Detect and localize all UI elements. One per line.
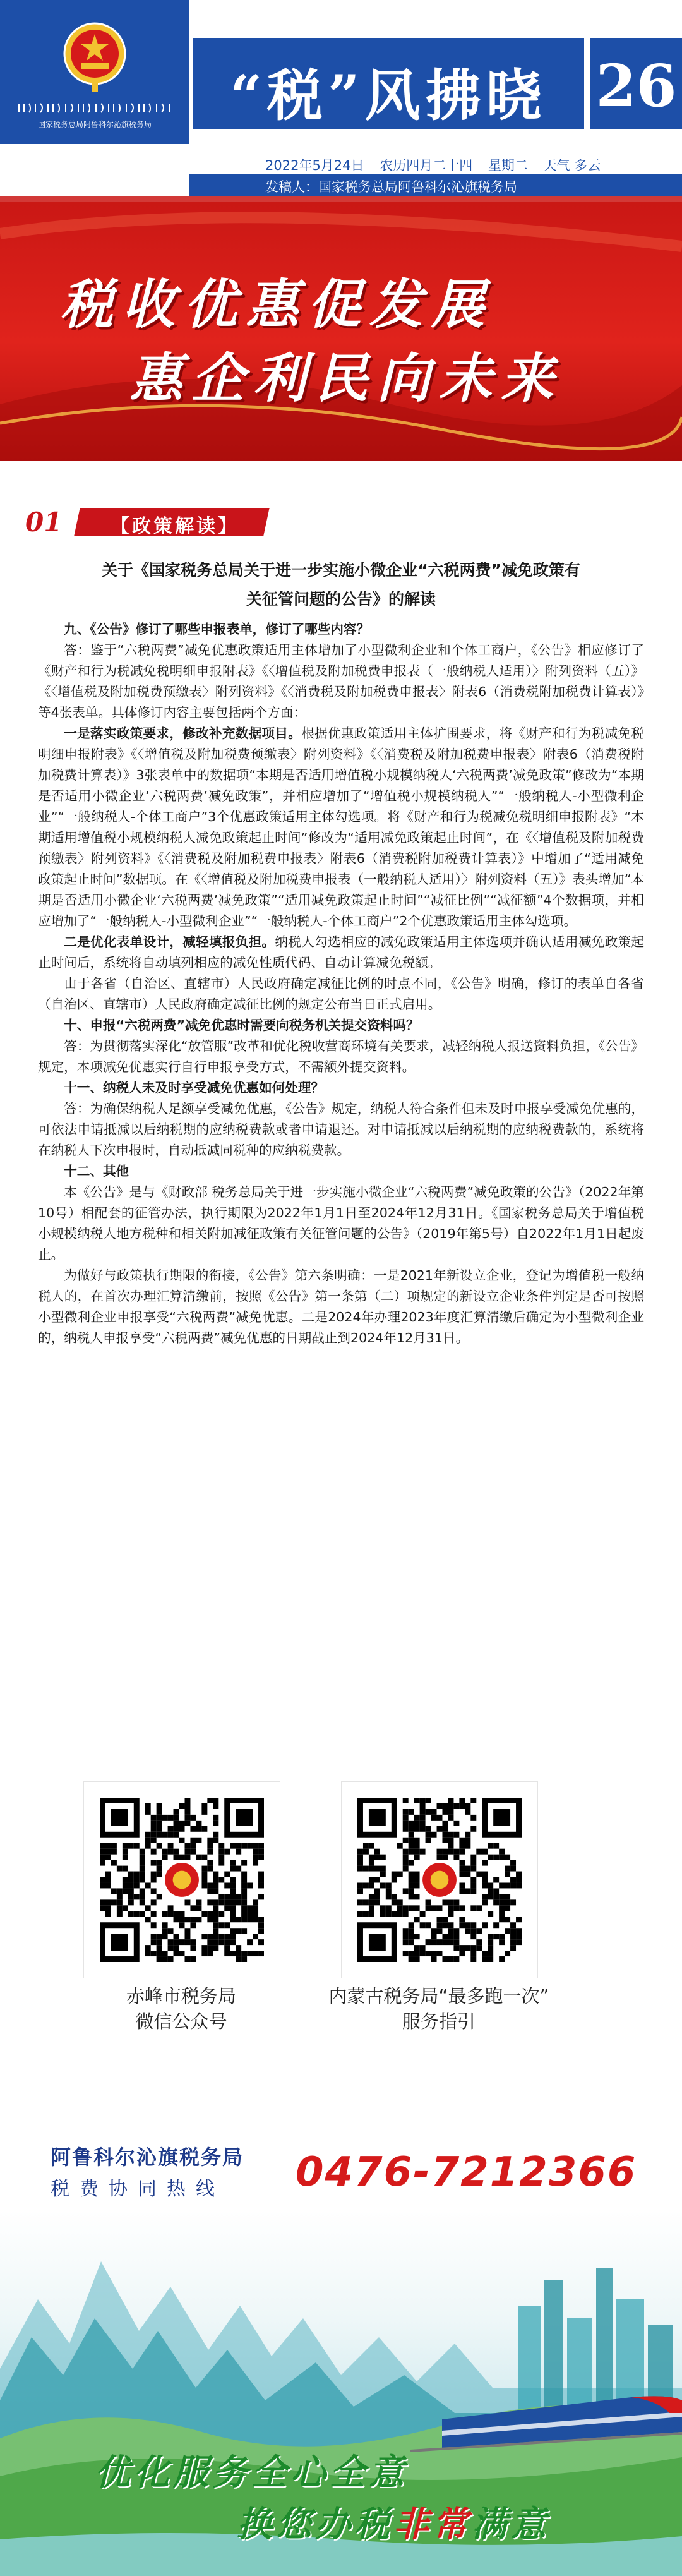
- article-title: [38, 556, 644, 614]
- answer-12-paragraph-2: 为做好与政策执行期限的衔接，《公告》第六条明确：一是2021年新设立企业，登记为增值税一般纳税人的，在首次办理汇算清缴前，按照《公告》第一条第（二）项规定的新设立企业条件判定是否可按照小型微利企业申报享受“六税两费”减免优惠。二是2024年办理2023年度汇算清缴后确定为小型微利企业的，纳税人申报享受“六税两费”减免优惠的日期截止到2024年12月31日。: [38, 1268, 644, 1345]
- emblem-panel: [0, 0, 189, 144]
- banner-headline-line1: 税收优惠促发展: [60, 274, 494, 335]
- slogan-suffix: 满意: [472, 2504, 550, 2545]
- answer-10: 答：为贯彻落实深化“放管服”改革和优化税收营商环境有关要求，减轻纳税人报送资料负担，《公告》规定，本项减免优惠实行自行申报享受方式，不需额外提交资料。: [38, 1038, 644, 1074]
- question-12: 十二、其他: [64, 1164, 129, 1179]
- answer-9-paragraph-2: [38, 723, 644, 932]
- answer-9-point-2-text: 纳税人勾选相应的减免政策适用主体选项并确认适用减免政策起止时间后，系统将自动填列相应的减免性质代码、自动计算减免税额。: [38, 934, 645, 970]
- slogan-emphasis: 非常: [393, 2504, 472, 2545]
- hotline-organization: 阿鲁科尔沁旗税务局: [51, 2145, 244, 2169]
- banner-headline-line2: 惠企利民向未来: [129, 347, 563, 409]
- answer-9-point-1-lead: 一是落实政策要求，修改补充数据项目。: [64, 726, 302, 741]
- question-11: 十一、纳税人未及时享受减免优惠如何处理？: [64, 1080, 325, 1095]
- question-9: 九、《公告》修订了哪些申报表单，修订了哪些内容？: [64, 622, 370, 637]
- article-title-line2: 关征管问题的公告》的解读: [246, 590, 436, 608]
- column-title-panel: [193, 38, 584, 129]
- article-body: [38, 619, 644, 1349]
- qr-caption-wechat-line1: 赤峰市税务局: [126, 1985, 236, 2007]
- masthead: [0, 0, 682, 195]
- footer-slogan-line1: 优化服务全心全意: [95, 2452, 408, 2493]
- qr-code-wechat[interactable]: [83, 1781, 280, 1978]
- column-title: “税”风拂晓: [230, 63, 547, 128]
- headline-banner: [0, 196, 682, 461]
- qr-code-section: [0, 1781, 682, 2097]
- publisher: 发稿人：国家税务总局阿鲁科尔沁旗税务局: [265, 179, 517, 195]
- hotline-label: 税费协同热线: [51, 2178, 225, 2200]
- qr-caption-wechat: [49, 1983, 314, 2034]
- hotline-phone-number[interactable]: 0476-7212366: [296, 2149, 637, 2196]
- answer-9-point-1-text: 根据优惠政策适用主体扩围要求，将《财产和行为税减免税明细申报附表》《〈增值税及附加税费预缴表〉附列资料》《〈消费税及附加税费申报表〉附表6（消费税附加税费计算表）》3张表单中的数据项“本期是否适用增值税小规模纳税人‘六税两费’减免政策”修改为“本期是否适用小微企业‘六税两费’减免政策”，并相应增加了“增值税小规模纳税人”“一般纳税人-小型微利企业”“一般纳税人-个体工商户”3个优惠政策适用主体勾选项。将《财产和行为税减免税明细申报附表》“本期适用增值税小规模纳税人减免政策起止时间”修改为“适用减免政策起止时间”，在《〈增值税及附加税费预缴表〉附列资料》《〈消费税及附加税费申报表〉附表6（消费税附加税费计算表）》中增加了“适用减免政策起止时间”数据项。在《〈增值税及附加税费申报表（一般纳税人适用）〉附列资料（五）》表头增加“本期是否适用小微企业‘六税两费’减免政策”“适用减免政策起止时间”“减征比例”“减征额”4个数据项，并相应增加了“一般纳税人-小型微利企业”“一般纳税人-个体工商户”2个优惠政策适用主体勾选项。: [38, 726, 644, 929]
- question-10: 十、申报“六税两费”减免优惠时需要向税务机关提交资料吗？: [64, 1018, 419, 1033]
- article: [38, 556, 644, 1349]
- qr-caption-service-guide: [306, 1983, 571, 2034]
- tax-emblem-icon: [60, 19, 129, 95]
- issue-number: 26: [595, 52, 677, 120]
- section-title: 【政策解读】: [111, 515, 239, 538]
- publisher-bar: [189, 174, 682, 196]
- section-number: 01: [25, 507, 63, 538]
- qr-code-icon: [357, 1798, 522, 1962]
- date: 2022年5月24日: [265, 158, 364, 173]
- answer-12-paragraph-1: 本《公告》是与《财政部 税务总局关于进一步实施小微企业“六税两费”减免政策的公告》（2022年第10号）相配套的征管办法，执行期限为2022年1月1日至2024年12月31日。《国家税务总局关于增值税小规模纳税人地方税种和相关附加减征政策有关征管问题的公告》（2019年第5号）自2022年1月1日起废止。: [38, 1184, 644, 1262]
- answer-9-paragraph-3: [38, 932, 644, 973]
- weather: 天气 多云: [543, 158, 601, 173]
- answer-9-point-2-lead: 二是优化表单设计，减轻填报负担。: [64, 934, 275, 949]
- qr-caption-wechat-line2: 微信公众号: [135, 2011, 227, 2032]
- lunar-date: 农历四月二十四: [380, 158, 473, 173]
- weekday: 星期二: [488, 158, 528, 173]
- answer-9-paragraph-1: 答：鉴于“六税两费”减免优惠政策适用主体增加了小型微利企业和个体工商户，《公告》相应修订了《财产和行为税减免税明细申报附表》《〈增值税及附加税费申报表（一般纳税人适用）〉附列资料（五）》《〈增值税及附加税费预缴表〉附列资料》《〈消费税及附加税费申报表〉附表6（消费税附加税费计算表）》等4张表单。具体修订内容主要包括两个方面：: [38, 642, 644, 720]
- dateline: [265, 155, 612, 174]
- answer-11: 答：为确保纳税人足额享受减免优惠，《公告》规定，纳税人符合条件但未及时申报享受减免优惠的，可依法申请抵减以后纳税期的应纳税费款或者申请退还。对申请抵减以后纳税期的应纳税费款的，系统将在纳税人下次申报时，自动抵减同税种的应纳税费款。: [38, 1101, 644, 1158]
- qr-code-icon: [100, 1798, 264, 1962]
- qr-caption-service-line1: 内蒙古税务局“最多跑一次”: [328, 1985, 549, 2007]
- qr-code-service-guide[interactable]: [341, 1781, 538, 1978]
- emblem-caption: 国家税务总局阿鲁科尔沁旗税务局: [37, 120, 152, 129]
- slogan-prefix: 换您办税: [237, 2504, 393, 2545]
- section-label: [25, 507, 303, 538]
- mongolian-script-decoration: [13, 101, 177, 115]
- issue-panel: [590, 38, 682, 129]
- answer-9-paragraph-4: 由于各省（自治区、直辖市）人民政府确定减征比例的时点不同，《公告》明确，修订的表单自各省（自治区、直辖市）人民政府确定减征比例的规定公布当日正式启用。: [38, 976, 644, 1012]
- footer-landscape: [0, 2211, 682, 2576]
- qr-caption-service-line2: 服务指引: [402, 2011, 476, 2032]
- article-title-line1: 关于《国家税务总局关于进一步实施小微企业“六税两费”减免政策有: [102, 561, 580, 579]
- footer-slogan-line2: [237, 2496, 550, 2547]
